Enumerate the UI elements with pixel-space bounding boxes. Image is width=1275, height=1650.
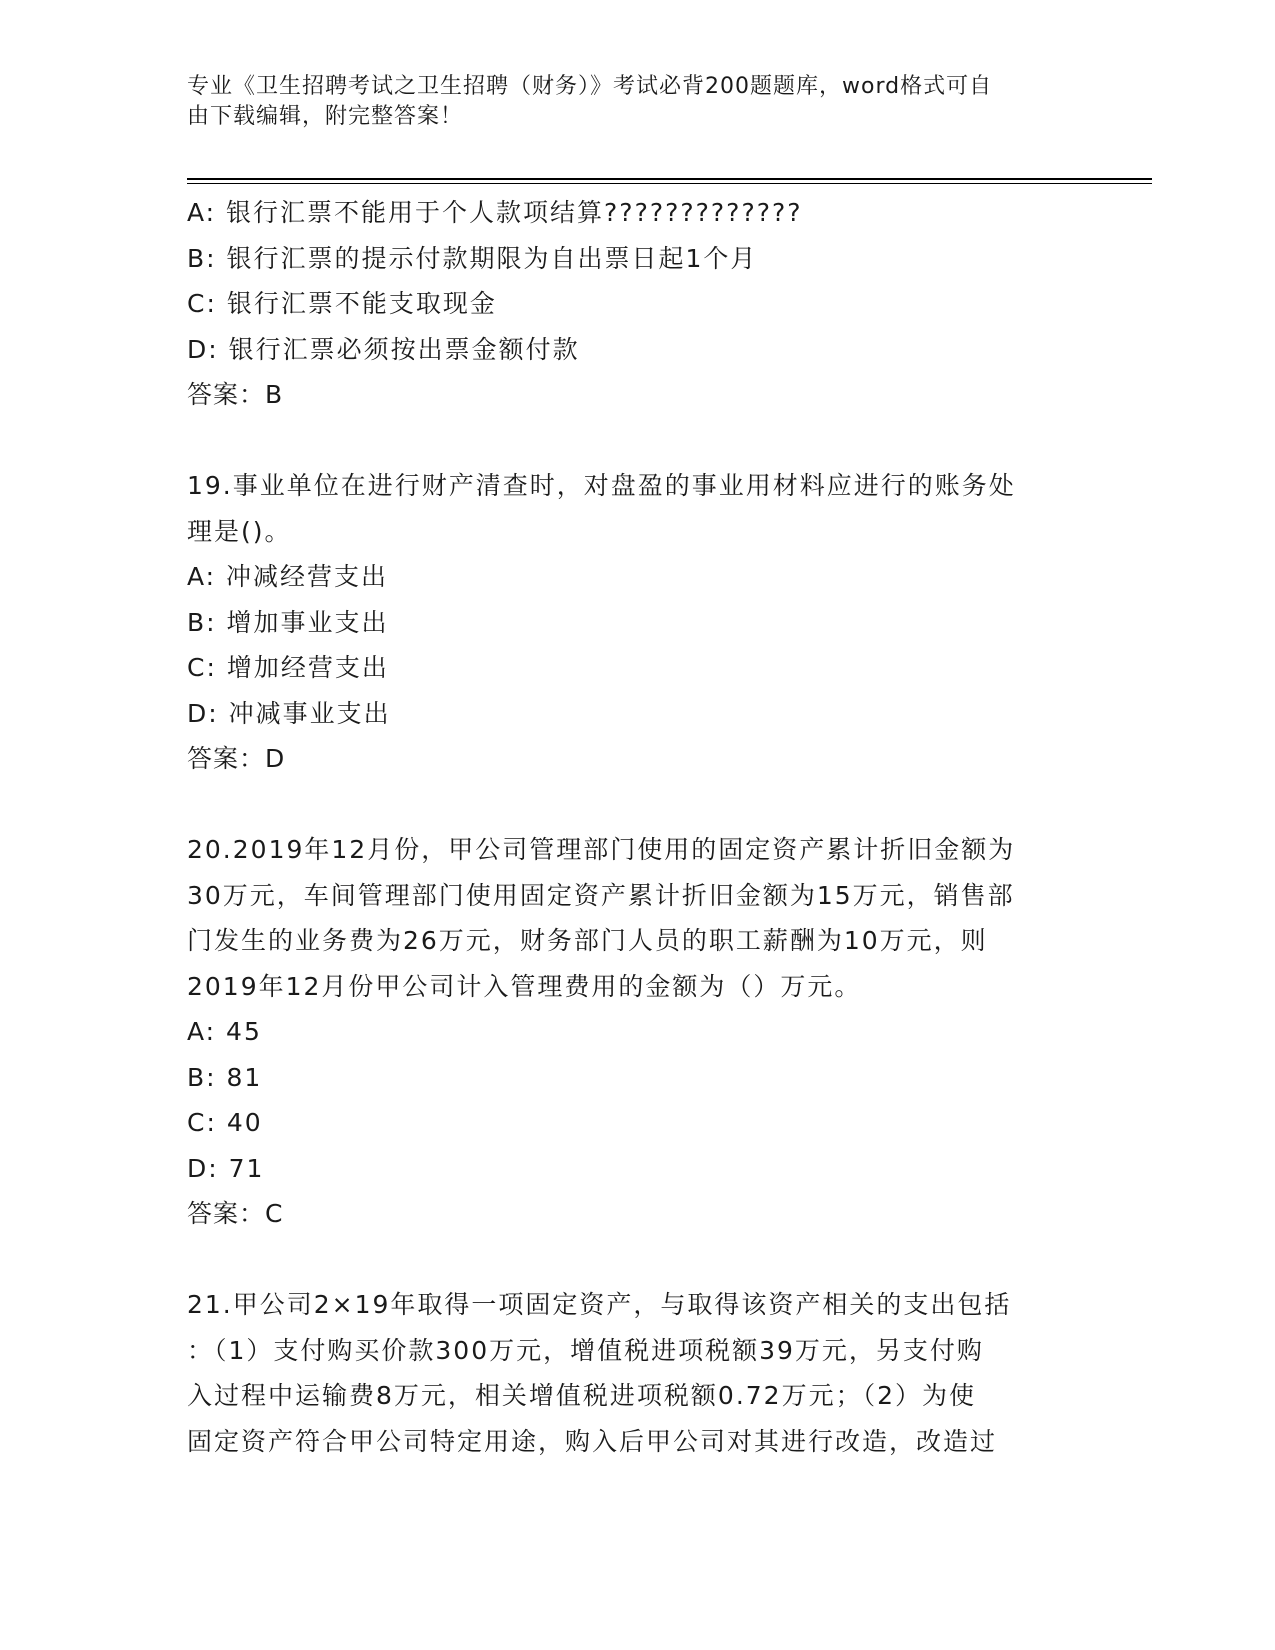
option-c: C: 40 [187,1108,263,1137]
question-stem-line: 固定资产符合甲公司特定用途，购入后甲公司对其进行改造，改造过 [187,1426,998,1456]
option-c: C: 银行汇票不能支取现金 [187,289,497,318]
option-c: C: 增加经营支出 [187,653,389,682]
option-d: D: 冲减事业支出 [187,698,391,728]
question-stem-line: 19.事业单位在进行财产清查时，对盘盈的事业用材料应进行的账务处 [187,471,1016,500]
option-d: D: 71 [187,1153,265,1183]
question-stem-line: 20.2019年12月份，甲公司管理部门使用的固定资产累计折旧金额为 [187,835,1016,864]
question-stem-line: 30万元，车间管理部门使用固定资产累计折旧金额为15万元，销售部 [187,880,1015,910]
question-stem-line: 门发生的业务费为26万元，财务部门人员的职工薪酬为10万元，则 [187,926,988,955]
document-header [187,72,1067,132]
answer: 答案：B [187,380,284,409]
question-stem-line: 理是()。 [187,516,292,546]
question-19 [187,463,1087,782]
header-line-1: 专业《卫生招聘考试之卫生招聘（财务）》考试必背200题题库，word格式可自 [187,74,993,99]
question-stem-line: ：（1）支付购买价款300万元，增值税进项税额39万元，另支付购 [187,1335,984,1365]
option-d: D: 银行汇票必须按出票金额付款 [187,334,580,364]
header-rule-thin [187,183,1152,184]
answer: 答案：C [187,1199,284,1228]
question-20 [187,827,1087,1237]
option-b: B: 银行汇票的提示付款期限为自出票日起1个月 [187,243,758,273]
option-b: B: 81 [187,1062,263,1092]
option-b: B: 增加事业支出 [187,607,389,637]
option-a: A: 银行汇票不能用于个人款项结算????????????? [187,198,803,227]
header-rule-thick [187,178,1152,180]
question-21 [187,1282,1087,1464]
question-stem-line: 2019年12月份甲公司计入管理费用的金额为（）万元。 [187,971,862,1001]
option-a: A: 冲减经营支出 [187,562,389,591]
header-line-2: 由下载编辑，附完整答案！ [187,104,464,129]
question-18 [187,190,1087,418]
question-stem-line: 21.甲公司2×19年取得一项固定资产，与取得该资产相关的支出包括 [187,1290,1012,1319]
option-a: A: 45 [187,1017,262,1046]
document-body [187,190,1087,1464]
answer: 答案：D [187,744,286,773]
question-stem-line: 入过程中运输费8万元，相关增值税进项税额0.72万元；（2）为使 [187,1381,976,1410]
